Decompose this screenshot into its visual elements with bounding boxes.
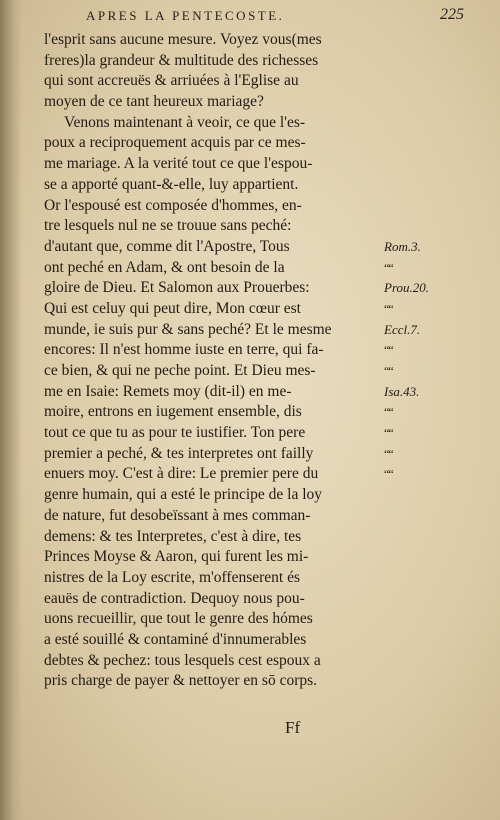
margin-notes (384, 30, 494, 485)
text-line: Princes Moyse & Aaron, qui furent les mi- (44, 548, 309, 566)
text-line: Qui est celuy qui peut dire, Mon cœur est (44, 299, 301, 317)
running-head: APRES LA PENTECOSTE. (86, 8, 285, 23)
margin-citation-eccl: Eccl.7. (384, 321, 421, 337)
margin-citation-isa: Isa.43. (384, 383, 420, 399)
text-line: me mariage. A la verité tout ce que l'espou- (44, 155, 313, 173)
text-line: tre lesquels nul ne se trouue sans peché: (44, 217, 292, 235)
margin-quote-mark: ““ (384, 446, 393, 461)
text-line: Venons maintenant à veoir, ce que l'es- (64, 113, 306, 131)
page-gutter-shadow (0, 0, 22, 820)
margin-quote-mark: ““ (384, 343, 393, 358)
text-line: genre humain, qui a esté le principe de la loy (44, 486, 323, 504)
text-line: ce bien, & qui ne peche point. Et Dieu mes- (44, 362, 316, 379)
text-line: poux a reciproquement acquis par ce mes- (44, 134, 306, 152)
margin-quote-mark: ““ (384, 260, 393, 275)
text-line: moire, entrons en iugement ensemble, dis (44, 403, 302, 421)
text-line: freres)la grandeur & multitude des richesses (44, 51, 319, 69)
text-line: munde, ie suis pur & sans peché? Et le mesme (44, 320, 332, 338)
text-line: d'autant que, comme dit l'Apostre, Tous (44, 237, 290, 255)
text-line: Or l'espousé est composée d'hommes, en- (44, 196, 302, 214)
text-line: de nature, fut desobeïssant à mes comman- (44, 506, 311, 524)
text-line: encores: Il n'est homme iuste en terre, qui fa- (44, 341, 324, 359)
text-line: nistres de la Loy escrite, m'offenserent és (44, 568, 301, 586)
margin-citation-prou: Prou.20. (384, 280, 430, 296)
text-line: ont peché en Adam, & ont besoin de la (44, 258, 285, 276)
text-line: a esté souillé & contaminé d'innumerables (44, 630, 307, 648)
text-line: demens: & tes Interpretes, c'est à dire, tes (44, 527, 302, 545)
text-line: se a apporté quant-&-elle, luy appartient. (44, 175, 299, 193)
text-line: premier a peché, & tes interpretes ont failly (44, 444, 314, 462)
text-line: l'esprit sans aucune mesure. Voyez vous(mes (44, 31, 322, 48)
margin-quote-mark: ““ (384, 301, 393, 316)
text-line: enuers moy. C'est à dire: Le premier pere du (44, 465, 319, 483)
text-line: qui sont accreuës & arriuées à l'Eglise au (44, 72, 299, 90)
text-line: gloire de Dieu. Et Salomon aux Prouerbes: (44, 279, 310, 297)
margin-quote-mark: ““ (384, 405, 393, 420)
text-line: tout ce que tu as pour te iustifier. Ton pere (44, 424, 306, 442)
text-line: pris charge de payer & nettoyer en sō corps. (44, 672, 318, 690)
body-text (44, 30, 380, 692)
text-line: me en Isaie: Remets moy (dit-il) en me- (44, 382, 292, 400)
page-number: 225 (440, 6, 464, 23)
margin-quote-mark: ““ (384, 426, 393, 441)
margin-quote-mark: ““ (384, 467, 393, 482)
text-line: eauës de contradiction. Dequoy nous pou- (44, 589, 305, 607)
margin-quote-mark: ““ (384, 364, 393, 378)
text-line: uons recueillir, que tout le genre des hómes (44, 610, 313, 628)
text-line: moyen de ce tant heureux mariage? (44, 93, 264, 111)
margin-citation-rom: Rom.3. (384, 238, 421, 254)
signature-mark: Ff (285, 718, 301, 737)
text-line: debtes & pechez: tous lesquels cest espoux a (44, 651, 321, 669)
